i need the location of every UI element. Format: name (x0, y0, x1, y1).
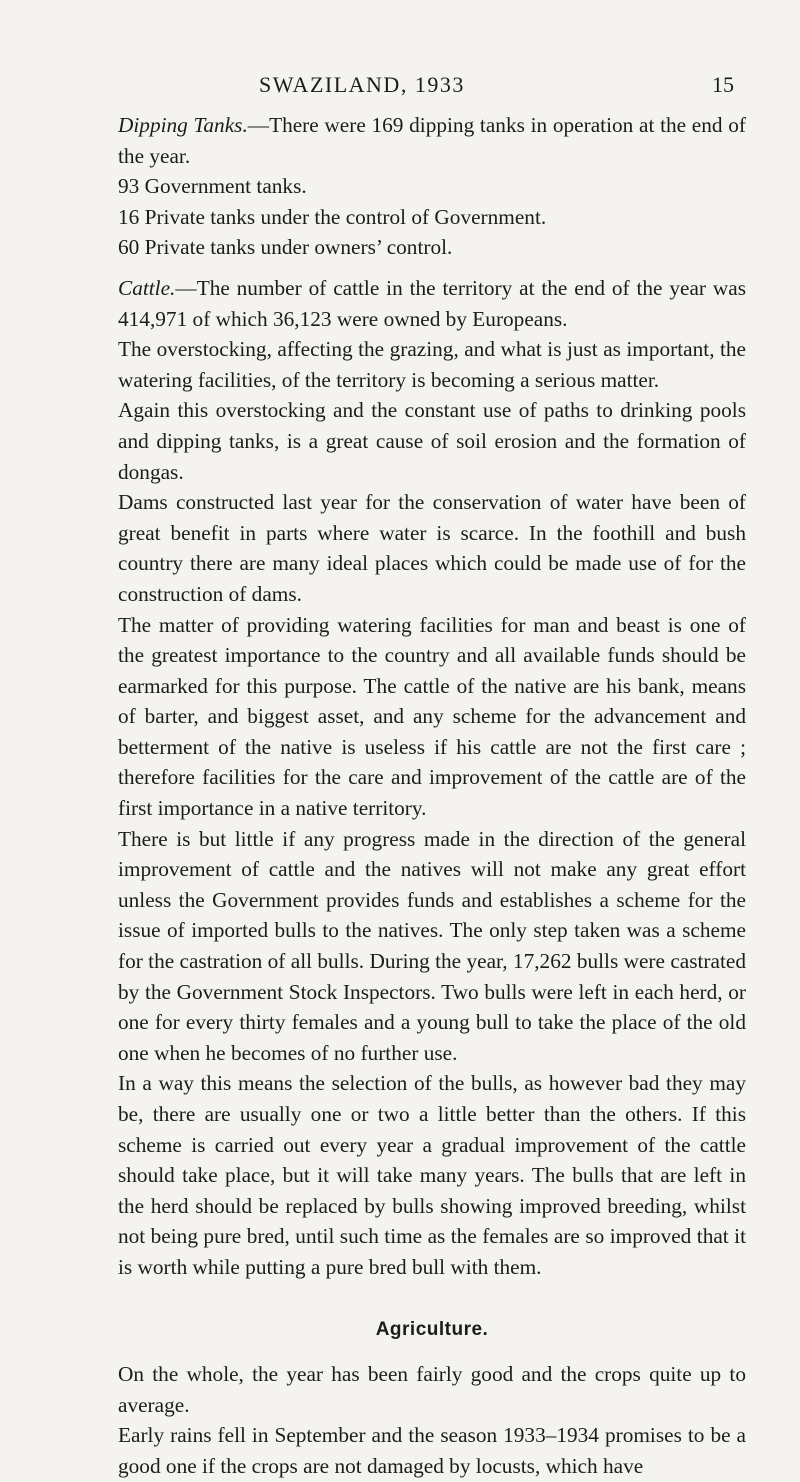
cattle-paragraph: The overstocking, affecting the grazing, and what is just as important, the watering facilities, of the territory is becoming a serious matter. (118, 337, 746, 392)
cattle-paragraph: Dams constructed last year for the conservation of water have been of great benefit in parts where water is scarce. In the foothill and bush country there are many ideal places which could be made use of for the construction of dams. (118, 490, 746, 606)
cattle-lead: Cattle. (118, 275, 176, 300)
agriculture-paragraph: Early rains fell in September and the season 1933–1934 promises to be a good one if the crops are not damaged by locusts, which have (118, 1423, 746, 1478)
dipping-tanks-lead: Dipping Tanks. (118, 113, 248, 137)
running-head-title: SWAZILAND, 1933 (259, 72, 465, 97)
cattle-paragraph: In a way this means the selection of the bulls, as however bad they may be, there are usually one or two a little better than the others. If this scheme is carried out every year a gradual improvement of the cattle should take place, but it will take many years. The bulls that are left in the herd should be replaced by bulls showing improved breeding, whilst not being pure bred, until such time as the females are so improved that it is worth while putting a pure bred bull with them. (118, 1071, 746, 1279)
cattle-paragraph: Again this overstocking and the constant use of paths to drinking pools and dipping tanks, is a great cause of soil erosion and the formation of dongas. (118, 398, 746, 484)
dipping-tanks-section (118, 110, 746, 263)
agriculture-paragraph: On the whole, the year has been fairly good and the crops quite up to average. (118, 1362, 746, 1417)
dipping-tanks-paragraph (118, 110, 746, 171)
cattle-section (118, 273, 746, 1283)
tank-count-item: 60 Private tanks under owners’ control. (118, 235, 453, 260)
running-head (0, 72, 800, 102)
cattle-paragraph: The matter of providing watering facilities for man and beast is one of the greatest importance to the country and all available funds should be earmarked for this purpose. The cattle of the native are his bank, means of barter, and biggest asset, and any scheme for the advancement and betterment of the native is useless if his cattle are not the first care ; therefore facilities for the care and improvement of the cattle are of the first importance in a native territory. (118, 612, 746, 821)
cattle-paragraph (118, 273, 746, 334)
cattle-paragraph: There is but little if any progress made in the direction of the general improvement of cattle and the natives will not make any great effort unless the Government provides funds and establishes a scheme for the issue of imported bulls to the natives. The only step taken was a scheme for the castration of all bulls. During the year, 17,262 bulls were castrated by the Government Stock Inspectors. Two bulls were left in each herd, or one for every thirty females and a young bull to take the place of the old one when he becomes of no further use. (118, 826, 746, 1065)
page-number: 15 (712, 72, 734, 97)
tank-count-item: 16 Private tanks under the control of Government. (118, 204, 547, 229)
cattle-text: —The number of cattle in the territory at the end of the year was 414,971 of which 36,123 were owned by Europeans. (118, 275, 746, 331)
dipping-tanks-text: —There were 169 dipping tanks in operation at the end of the year. (118, 113, 746, 168)
tank-count-item: 93 Government tanks. (118, 174, 307, 199)
agriculture-section (118, 1359, 746, 1481)
page-body (118, 110, 746, 1482)
agriculture-heading: Agriculture. (375, 1318, 489, 1340)
